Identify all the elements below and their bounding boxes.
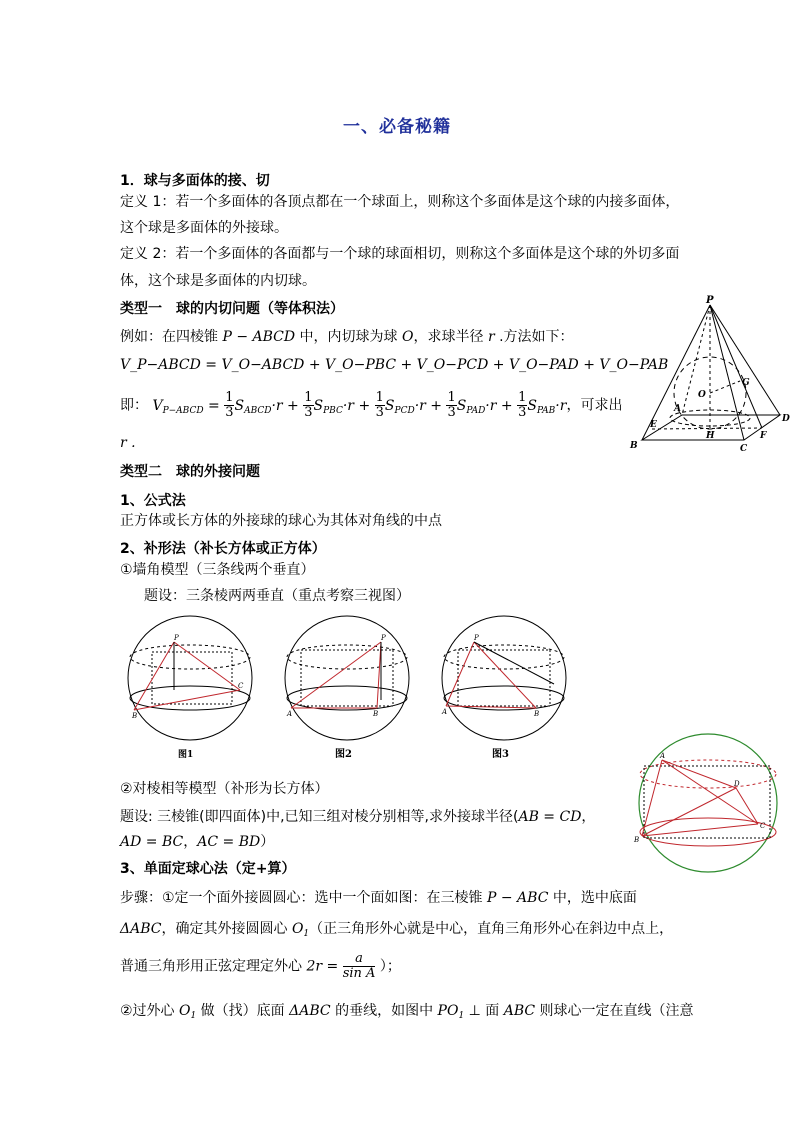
svg-text:P: P (381, 634, 386, 642)
step1-line-3: 普通三角形用正弦定理定外心 2r = $\frac{a}{\text{sin A}}$ ）； (120, 951, 401, 981)
type2-heading: 类型二 球的外接问题 (120, 464, 260, 480)
svg-text:D: D (734, 780, 740, 788)
svg-text:B: B (534, 710, 540, 718)
sphere-figure-opposite-edges (628, 732, 788, 874)
svg-text:A: A (287, 710, 293, 718)
step2-line: ②过外心 $O_1$ 做（找）底面 ΔABC 的垂线，如图中 $PO_1$ ⊥ 面 ABC 则球心一定在直线（注意 (120, 1003, 694, 1021)
wall-setup: 题设：三条棱两两垂直（重点考察三视图） (144, 588, 410, 604)
volume-formula-2: 即： $V_{P-ABCD}$ = $\frac{1}{3}$ $S_{ABCD}\cdot r$ + $\frac{1}{3}$ $S_{PBC}\cdot r$ + $\frac{1}{3}$ $S_{PCD}\cdot r$ + $\frac{1}{3}$ $S_{PAD}\cdot r$ + $\frac{1}{3}$ $S_{PAB}\cdot r$，可求出 (120, 390, 623, 420)
definition-2-line-1: 定义 2：若一个多面体的各面都与一个球的球面相切，则称这个多面体是这个球的外切多面 (120, 246, 680, 262)
radius-r: r . (120, 435, 136, 451)
definition-1-line-1: 定义 1：若一个多面体的各顶点都在一个球面上，则称这个多面体是这个球的内接多面体， (120, 194, 680, 210)
method2-heading: 2、补形法（补长方体或正方体） (120, 541, 326, 557)
pyramid-label-e: E (650, 420, 657, 430)
svg-text:P: P (474, 634, 479, 642)
step1-line-2: ΔABC，确定其外接圆圆心 $O_1$（正三角形外心就是中心，直角三角形外心在斜边中点上， (120, 921, 674, 939)
volume-formula-1: V_P−ABCD = V_O−ABCD + V_O−PBC + V_O−PCD + V_O−PAD + V_O−PAB (120, 357, 669, 373)
svg-text:A: A (442, 708, 448, 716)
step1-line-1: 步骤：①定一个面外接圆圆心：选中一个面如图：在三棱锥 P − ABC 中，选中底面 (120, 890, 637, 906)
page-title: 一、必备秘籍 (343, 117, 451, 137)
svg-text:B: B (373, 710, 379, 718)
pyramid-label-g: G (742, 378, 750, 388)
sphere-figure-3 (436, 612, 576, 764)
pyramid-label-b: B (630, 441, 638, 451)
type1-heading: 类型一 球的内切问题（等体积法） (120, 301, 344, 317)
svg-text:C: C (238, 682, 244, 690)
section-heading-1: 1．球与多面体的接、切 (120, 173, 270, 189)
sphere-figure-2 (279, 612, 419, 764)
fig2-caption: 图2 (335, 749, 352, 760)
opposite-edges-model: ②对棱相等模型（补形为长方体） (120, 781, 329, 797)
pyramid-label-d: D (782, 414, 790, 424)
definition-1-line-2: 这个球是多面体的外接球。 (120, 220, 288, 236)
pyramid-label-h: H (706, 431, 715, 441)
pyramid-inscribed-sphere-figure (622, 293, 792, 455)
method1-heading: 1、公式法 (120, 493, 186, 509)
method3-heading: 3、单面定球心法（定+算） (120, 861, 296, 877)
pyramid-label-p: P (706, 295, 714, 306)
opposite-edges-setup-line-1: 题设: 三棱锥(即四面体)中,已知三组对棱分别相等,求外接球半径(AB = CD， (120, 809, 596, 825)
sphere-figure-1 (122, 612, 262, 764)
fig3-caption: 图3 (492, 749, 509, 760)
svg-text:B: B (634, 836, 640, 844)
pyramid-label-c: C (740, 444, 748, 454)
definition-2-line-2: 体，这个球是多面体的内切球。 (120, 273, 316, 289)
svg-text:B: B (132, 712, 138, 720)
svg-text:P: P (174, 634, 179, 642)
method1-text: 正方体或长方体的外接球的球心为其体对角线的中点 (120, 513, 442, 529)
type1-example: 例如：在四棱锥 P − ABCD 中，内切球为球 O，求球半径 r .方法如下： (120, 329, 574, 345)
svg-text:C: C (760, 822, 766, 830)
opposite-edges-setup-line-2: AD = BC，AC = BD） (120, 834, 275, 850)
pyramid-label-o: O (698, 390, 706, 400)
svg-text:A: A (660, 752, 666, 760)
pyramid-label-a: A (674, 404, 681, 414)
pyramid-label-f: F (760, 431, 767, 441)
wall-model: ①墙角模型（三条线两个垂直） (120, 562, 315, 578)
fig1-caption: 图1 (178, 750, 194, 760)
